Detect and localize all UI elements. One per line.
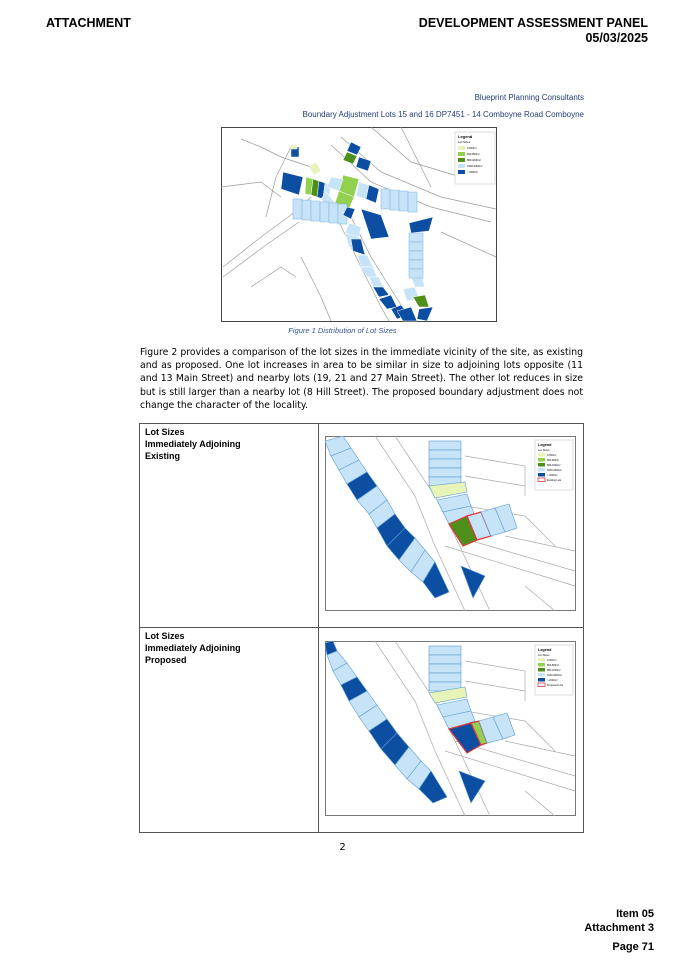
existing-legend-title: Legend [538,443,552,447]
row1-line1: Lot Sizes [145,427,185,437]
fig1-legend-title: Legend [458,134,473,139]
fig1-legend-item: 1000-2000m² [467,165,483,168]
fig1-legend-item: 800-1000m² [467,159,481,162]
proposed-legend-item: > 2000m² [547,679,558,682]
proposed-lots-map [325,641,576,816]
row1-line3: Existing [145,451,181,461]
consultant-name: Blueprint Planning Consultants [474,93,584,102]
fig1-legend-subtitle: Lot Sizes [458,140,471,144]
page-number: 2 [339,842,346,853]
table-row-label [145,426,241,462]
figure1-lot-map [221,127,497,322]
row2-line3: Proposed [145,655,187,665]
existing-legend-item: 500-800m² [547,459,560,462]
proposed-legend-item: 500-800m² [547,664,560,667]
proposed-legend-subtitle: Lot Sizes [538,653,550,657]
existing-legend-subtitle: Lot Sizes [538,448,550,452]
proposed-legend-item: Proposed Lots [547,684,564,687]
proposed-legend-item: 800-1000m² [547,669,561,672]
proposed-legend-item: 1000-2000m² [547,674,562,677]
comparison-table [139,423,584,833]
existing-legend-item: 800-1000m² [547,464,561,467]
existing-legend-item: > 2000m² [547,474,558,477]
table-row-label [145,630,241,666]
row2-line2: Immediately Adjoining [145,643,241,653]
body-paragraph: Figure 2 provides a comparison of the lot sizes in the immediate vicinity of the site, as existing and as proposed. One lot increases in area to be similar in size to adjoining lots opposite (11 and 13 Main Street) and nearby lots (19, 21 and 27 Main Street). The other lot reduces in size but is still larger than a nearby lot (8 Hill Street). The proposed boundary adjustment does not change the character of the locality. [140,347,583,411]
attachment-label: ATTACHMENT [46,16,131,30]
footer-attachment: Attachment 3 [584,922,654,934]
existing-legend-item: 1000-2000m² [547,469,562,472]
footer-item: Item 05 [616,908,654,920]
panel-title: DEVELOPMENT ASSESSMENT PANEL [418,16,648,30]
figure1-caption: Figure 1 Distribution of Lot Sizes [288,326,397,335]
document-subtitle: Boundary Adjustment Lots 15 and 16 DP7451 - 14 Comboyne Road Comboyne [302,110,584,119]
row2-line1: Lot Sizes [145,631,185,641]
proposed-legend-item: 0-500m² [547,659,557,662]
proposed-legend-title: Legend [538,648,552,652]
fig1-legend-item: 0-500m² [467,147,477,150]
row1-line2: Immediately Adjoining [145,439,241,449]
panel-date: 05/03/2025 [585,31,648,45]
existing-legend-item: Existing Lots [547,479,562,482]
existing-lots-map [325,436,576,611]
existing-legend-item: 0-500m² [547,454,557,457]
fig1-legend-item: 500-800m² [467,153,480,156]
fig1-legend-item: > 2000m² [467,171,479,174]
footer-page: Page 71 [612,941,654,953]
